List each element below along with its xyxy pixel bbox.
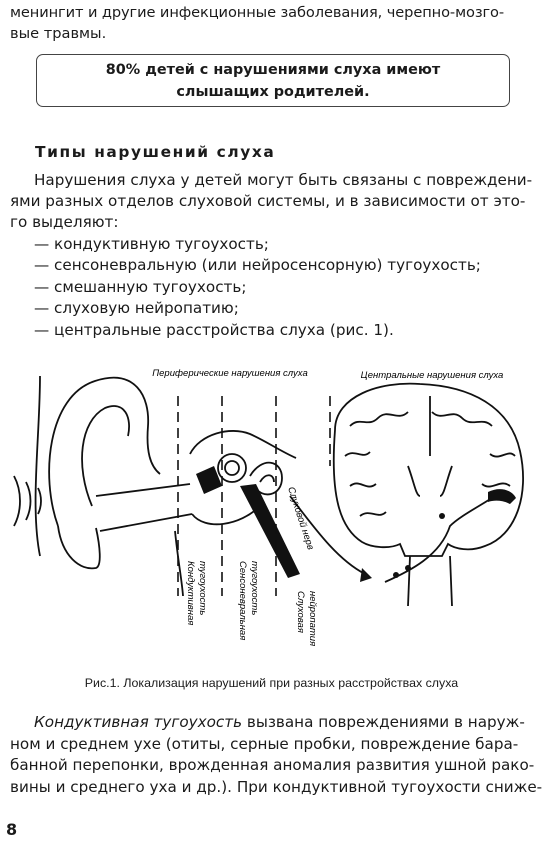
outer-ear-outline xyxy=(49,378,160,526)
sound-wave xyxy=(14,476,20,526)
top-text-line-1: менингит и другие инфекционные заболевания, черепно-мозго- xyxy=(10,4,505,21)
ear-canal-top xyxy=(96,484,190,496)
bottom-line-4: вины и среднего уха и др.). При кондуктивной тугоухости сниже- xyxy=(10,778,543,796)
list-item: — центральные расстройства слуха (рис. 1). xyxy=(34,321,394,339)
auditory-cortex xyxy=(488,489,516,504)
bottom-line-1 xyxy=(34,712,525,733)
brain-outline xyxy=(334,384,523,556)
bottom-line-3: банной перепонки, врожденная аномалия развития ушной рако- xyxy=(10,756,535,774)
callout-line-2: слышащих родителей. xyxy=(176,84,370,100)
callout-box xyxy=(36,54,510,107)
term-conductive-hearing-loss: Кондуктивная тугоухость xyxy=(34,713,243,731)
top-text-line-2: вые травмы. xyxy=(10,25,107,42)
intro-line-3: го выделяют: xyxy=(10,213,119,231)
brain-ventricle-right xyxy=(440,466,452,496)
list-item: — смешанную тугоухость; xyxy=(34,278,247,296)
intro-line-2: ями разных отделов слуховой системы, и в зависимости от это- xyxy=(10,192,526,210)
middle-ear-wall xyxy=(190,431,296,458)
label-neuropathy: Слуховая нейропатия xyxy=(295,591,318,647)
outer-ear-inner xyxy=(82,406,129,506)
figure-caption: Рис.1. Локализация нарушений при разных расстройствах слуха xyxy=(84,676,459,690)
bottom-line-1-rest: вызвана повреждениями в наруж- xyxy=(242,713,525,731)
list-item: — слуховую нейропатию; xyxy=(34,299,239,317)
label-peripheral: Периферические нарушения слуха xyxy=(152,368,308,379)
label-sensorineural: Сенсоневральная тугоухость xyxy=(237,561,260,641)
ear-lobe xyxy=(58,526,100,568)
brain-ventricle-left xyxy=(408,466,420,496)
central-pathway xyxy=(385,496,495,582)
neck-contour xyxy=(175,531,183,596)
page-number: 8 xyxy=(6,820,18,839)
label-conductive: Кондуктивная тугоухость xyxy=(185,561,208,626)
intro-line-1: Нарушения слуха у детей могут быть связаны с повреждени- xyxy=(34,171,533,189)
brainstem xyxy=(408,556,452,606)
hearing-figure xyxy=(0,356,543,668)
head-contour xyxy=(36,376,40,556)
label-central: Центральные нарушения слуха xyxy=(360,370,504,381)
list-item: — сенсоневральную (или нейросенсорную) тугоухость; xyxy=(34,256,481,274)
bottom-line-2: ном и среднем ухе (отиты, серные пробки, повреждение бара- xyxy=(10,735,519,753)
label-auditory-nerve: Слуховой нерв xyxy=(285,485,316,552)
section-heading: Типы нарушений слуха xyxy=(35,143,276,161)
callout-line-1: 80% детей с нарушениями слуха имеют xyxy=(105,62,441,78)
list-item: — кондуктивную тугоухость; xyxy=(34,235,269,253)
